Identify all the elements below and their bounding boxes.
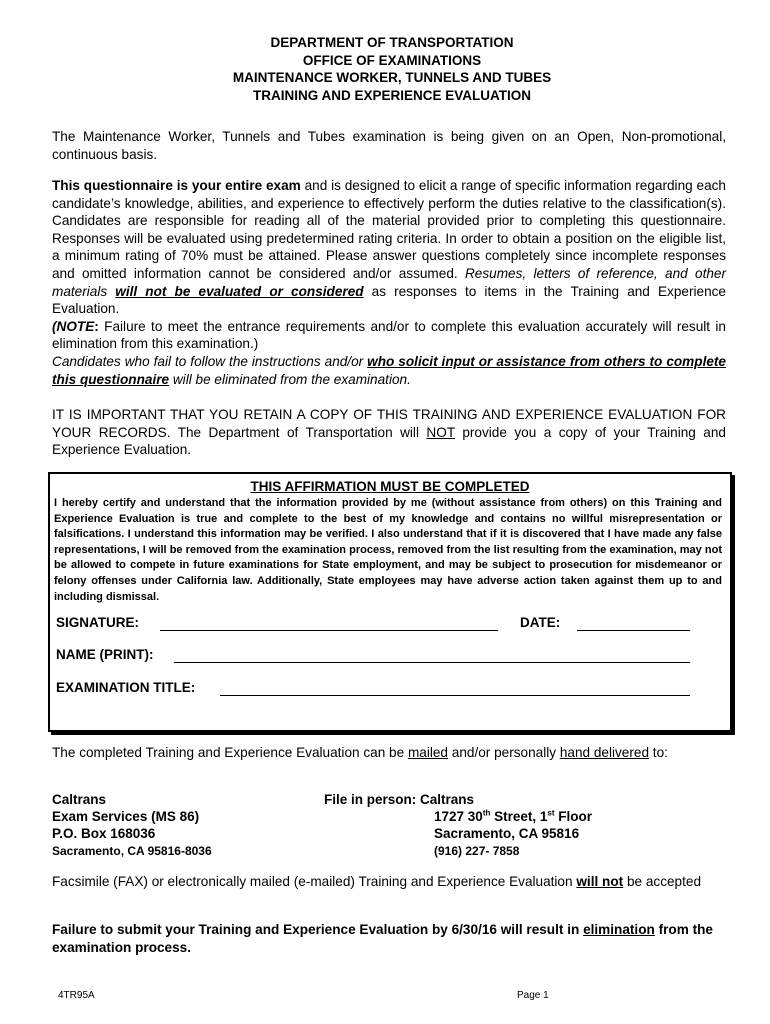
date-field[interactable]	[577, 630, 690, 631]
will-not-emphasis: will not	[576, 874, 624, 889]
affirmation-text: I hereby certify and understand that the information provided by me (without assistance from others) on this Training and Experience Evaluation is true and complete to the best of my knowledge and contains no willful misrepresentation or falsifications. I understand this information may be verified. I also understand that if it is discovered that I have made any false representations, I will be removed from the examination process, removed from the list resulting from the examination, may not be allowed to compete in future examinations for State employment, and may be subject to prosecution for misdemeanor or felony offenses under California law. Additionally, State employees may have adverse action taken against them up to and including dismissal.	[54, 497, 722, 603]
solicit-assistance-warning: who solicit input or assistance from others to complete this questionnaire	[52, 353, 726, 387]
header-classification: MAINTENANCE WORKER, TUNNELS AND TUBES	[232, 70, 552, 85]
in-person-city: Sacramento, CA 95816	[434, 826, 580, 841]
mail-city: Sacramento, CA 95816-8036	[52, 844, 212, 858]
street-name: Street, 1	[490, 809, 548, 824]
header-form-title: TRAINING AND EXPERIENCE EVALUATION	[252, 87, 531, 103]
date-label: DATE:	[520, 615, 561, 630]
page-number: Page 1	[517, 990, 549, 1001]
not-emphasis: NOT	[426, 424, 455, 440]
fax-text: Facsimile (FAX) or electronically mailed (e-mailed) Training and Experience Evaluation	[52, 874, 577, 889]
will-not-be-evaluated: will not be evaluated or considered	[115, 283, 364, 299]
fax-notice	[52, 873, 726, 891]
elimination-emphasis: elimination	[583, 922, 655, 937]
mail-department: Exam Services (MS 86)	[52, 809, 200, 824]
retain-copy-paragraph	[52, 406, 726, 459]
retain-copy-tail: provide you a copy of your Training and Experience Evaluation.	[52, 424, 726, 458]
header-department: DEPARTMENT OF TRANSPORTATION	[270, 35, 514, 50]
retain-copy-text: IT IS IMPORTANT THAT YOU RETAIN A COPY OF THIS TRAINING AND EXPERIENCE EVALUATION FOR YOUR RECORDS. The Department of Transportation will	[52, 407, 726, 440]
deadline-warning	[52, 921, 726, 956]
examination-title-field[interactable]	[220, 695, 690, 696]
name-print-field[interactable]	[174, 662, 690, 663]
mailed-emphasis: mailed	[407, 745, 448, 760]
candidates-warning-tail: will be eliminated from the examination.	[169, 371, 411, 387]
candidates-warning: Candidates who fail to follow the instructions and/or	[52, 353, 368, 369]
document-header	[52, 34, 732, 104]
entire-exam-statement: This questionnaire is your entire exam	[52, 178, 301, 193]
materials-statement: Resumes, letters of reference, and other materials	[52, 265, 726, 299]
floor-suffix: st	[547, 808, 555, 818]
mail-org: Caltrans	[52, 792, 107, 807]
delivery-mid: and/or personally	[447, 745, 560, 760]
fax-tail: be accepted	[623, 874, 702, 889]
name-print-label: NAME (PRINT):	[56, 647, 154, 662]
floor-label: Floor	[554, 809, 593, 824]
in-person-phone: (916) 227- 7858	[434, 844, 520, 858]
examination-title-label: EXAMINATION TITLE:	[56, 680, 196, 695]
deadline-tail: from the examination process.	[52, 922, 713, 955]
intro-paragraph: The Maintenance Worker, Tunnels and Tubes examination is being given on an Open, Non-promotional, continuous basis.	[52, 129, 726, 162]
in-person-street	[434, 808, 592, 826]
header-office: OFFICE OF EXAMINATIONS	[302, 52, 482, 68]
note-colon: :	[94, 318, 99, 334]
signature-field[interactable]	[160, 630, 498, 631]
delivery-tail: to:	[649, 745, 668, 760]
deadline-text: Failure to submit your Training and Experience Evaluation by 6/30/16 will result in	[52, 922, 584, 937]
signature-label: SIGNATURE:	[56, 615, 139, 630]
instructions-paragraph	[52, 177, 726, 388]
mail-po-box: P.O. Box 168036	[52, 826, 156, 841]
note-text: Failure to meet the entrance requirements and/or to complete this evaluation accurately will result in elimination from this examination.)	[52, 318, 726, 352]
street-suffix: th	[482, 808, 491, 818]
instructions-text: and is designed to elicit a range of specific information regarding each candidate’s knowledge, abilities, and experience to effectively perform the duties relative to the classification(s). Candidates are responsible for reading all of the material provided prior to completing this questionnaire. Responses will be evaluated using predetermined rating criteria. In order to obtain a position on the eligible list, a minimum rating of 70% must be attained. Please answer questions completely since incomplete responses and omitted information cannot be considered and/or assumed.	[52, 178, 726, 281]
affirmation-title: THIS AFFIRMATION MUST BE COMPLETED	[250, 479, 530, 494]
hand-delivered-emphasis: hand delivered	[559, 745, 650, 760]
form-id: 4TR95A	[58, 990, 95, 1001]
delivery-instructions	[52, 744, 726, 762]
in-person-heading: File in person: Caltrans	[324, 792, 475, 807]
note-label: (NOTE	[52, 318, 95, 334]
affirmation-box	[48, 472, 732, 732]
materials-tail: as responses to items in the Training and Experience Evaluation.	[52, 283, 726, 317]
delivery-text: The completed Training and Experience Evaluation can be	[52, 745, 408, 760]
street-number: 1727 30	[434, 809, 483, 824]
